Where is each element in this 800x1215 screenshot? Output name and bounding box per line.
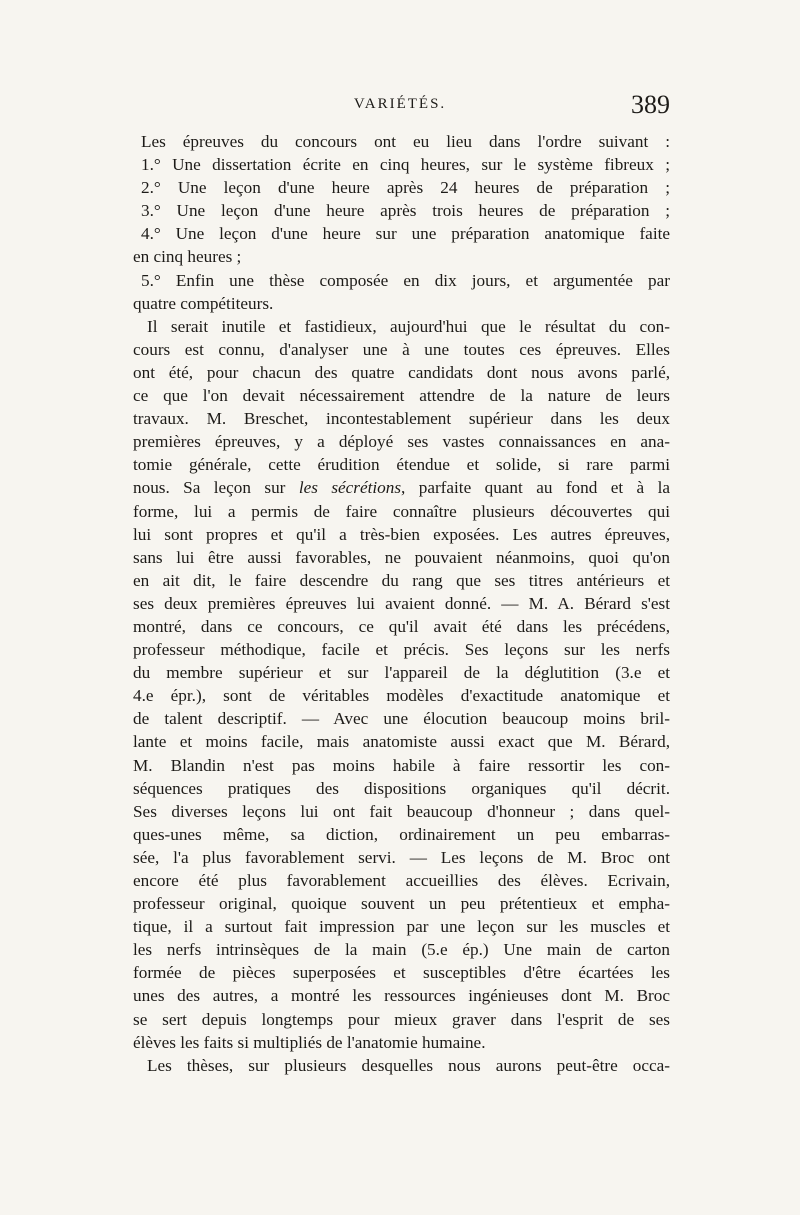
italic-title: les sécrétions [298, 478, 402, 498]
running-title: VARIÉTÉS. [353, 96, 447, 112]
text-line: montré, dans ce concours, ce qu'il avait été dans les précédens, [133, 616, 670, 636]
text-line-with-italic: nous. Sa leçon sur les sécrétions, parfaite quant au fond et à la [133, 478, 670, 498]
text-line: les nerfs intrinsèques de la main (5.e ép.) Une main de carton [133, 940, 670, 960]
text-line: M. Blandin n'est pas moins habile à faire ressortir les con- [133, 755, 670, 775]
text-line: tomie générale, cette érudition étendue et solide, si rare parmi [133, 455, 670, 475]
text-line: Il serait inutile et fastidieux, aujourd'hui que le résultat du con- [147, 316, 670, 336]
text-line: quatre compétiteurs. [133, 293, 274, 313]
page-header [130, 92, 670, 132]
text-line: sans lui être aussi favorables, ne pouvaient néanmoins, quoi qu'on [133, 547, 670, 567]
text-line: Les épreuves du concours ont eu lieu dans l'ordre suivant : [141, 132, 670, 151]
text-line: travaux. M. Breschet, incontestablement supérieur dans les deux [133, 409, 670, 429]
text-line: tique, il a surtout fait impression par une leçon sur les muscles et [133, 917, 670, 937]
text-line: 3.° Une leçon d'une heure après trois heures de préparation ; [141, 201, 670, 221]
text-line: en ait dit, le faire descendre du rang que ses titres antérieurs et [133, 570, 670, 590]
text-line: se sert depuis longtemps pour mieux graver dans l'esprit de ses [133, 1009, 670, 1029]
text-line: 5.° Enfin une thèse composée en dix jours, et argumentée par [141, 270, 670, 290]
text-line: professeur méthodique, facile et précis. Ses leçons sur les nerfs [133, 640, 670, 660]
text-line: ses deux premières épreuves lui avaient donné. — M. A. Bérard s'est [133, 593, 670, 613]
text-line: 2.° Une leçon d'une heure après 24 heures de préparation ; [141, 178, 670, 198]
text-line: ques-unes même, sa diction, ordinairement un peu embarras- [133, 824, 670, 844]
body-text [133, 130, 670, 1077]
page-number: 389 [631, 90, 670, 119]
text-line: lui sont propres et qu'il a très-bien exposées. Les autres épreuves, [133, 524, 670, 544]
text-line: lante et moins facile, mais anatomiste aussi exact que M. Bérard, [133, 732, 670, 752]
text-line: sée, l'a plus favorablement servi. — Les leçons de M. Broc ont [133, 847, 670, 867]
text-line: forme, lui a permis de faire connaître plusieurs découvertes qui [133, 501, 670, 521]
text-line: cours est connu, d'analyser une à une toutes ces épreuves. Elles [133, 339, 670, 359]
text-line: 4.° Une leçon d'une heure sur une préparation anatomique faite [141, 224, 670, 244]
text-line: formée de pièces superposées et susceptibles d'être écartées les [133, 963, 670, 983]
text-line: ce que l'on devait nécessairement attendre de la nature de leurs [133, 386, 670, 406]
text-line: 4.e épr.), sont de véritables modèles d'exactitude anatomique et [133, 686, 670, 706]
text-line: unes des autres, a montré les ressources ingénieuses dont M. Broc [133, 986, 670, 1006]
text-line: professeur original, quoique souvent un peu prétentieux et empha- [133, 894, 670, 914]
text-line: 1.° Une dissertation écrite en cinq heures, sur le système fibreux ; [141, 155, 670, 175]
text-line: encore été plus favorablement accueillies des élèves. Ecrivain, [133, 871, 670, 890]
text-line: de talent descriptif. — Avec une élocution beaucoup moins bril- [133, 709, 670, 729]
text-line: élèves les faits si multipliés de l'anatomie humaine. [133, 1032, 486, 1052]
text-line: premières épreuves, y a déployé ses vastes connaissances en ana- [133, 432, 670, 452]
text-line: ont été, pour chacun des quatre candidats dont nous avons parlé, [133, 362, 670, 382]
text-line: Ses diverses leçons lui ont fait beaucoup d'honneur ; dans quel- [133, 801, 670, 821]
text-line: Les thèses, sur plusieurs desquelles nous aurons peut-être occa- [147, 1055, 670, 1075]
text-line: en cinq heures ; [133, 247, 242, 267]
text-line: séquences pratiques des dispositions organiques qu'il décrit. [133, 778, 670, 798]
text-line: du membre supérieur et sur l'appareil de la déglutition (3.e et [133, 663, 670, 683]
